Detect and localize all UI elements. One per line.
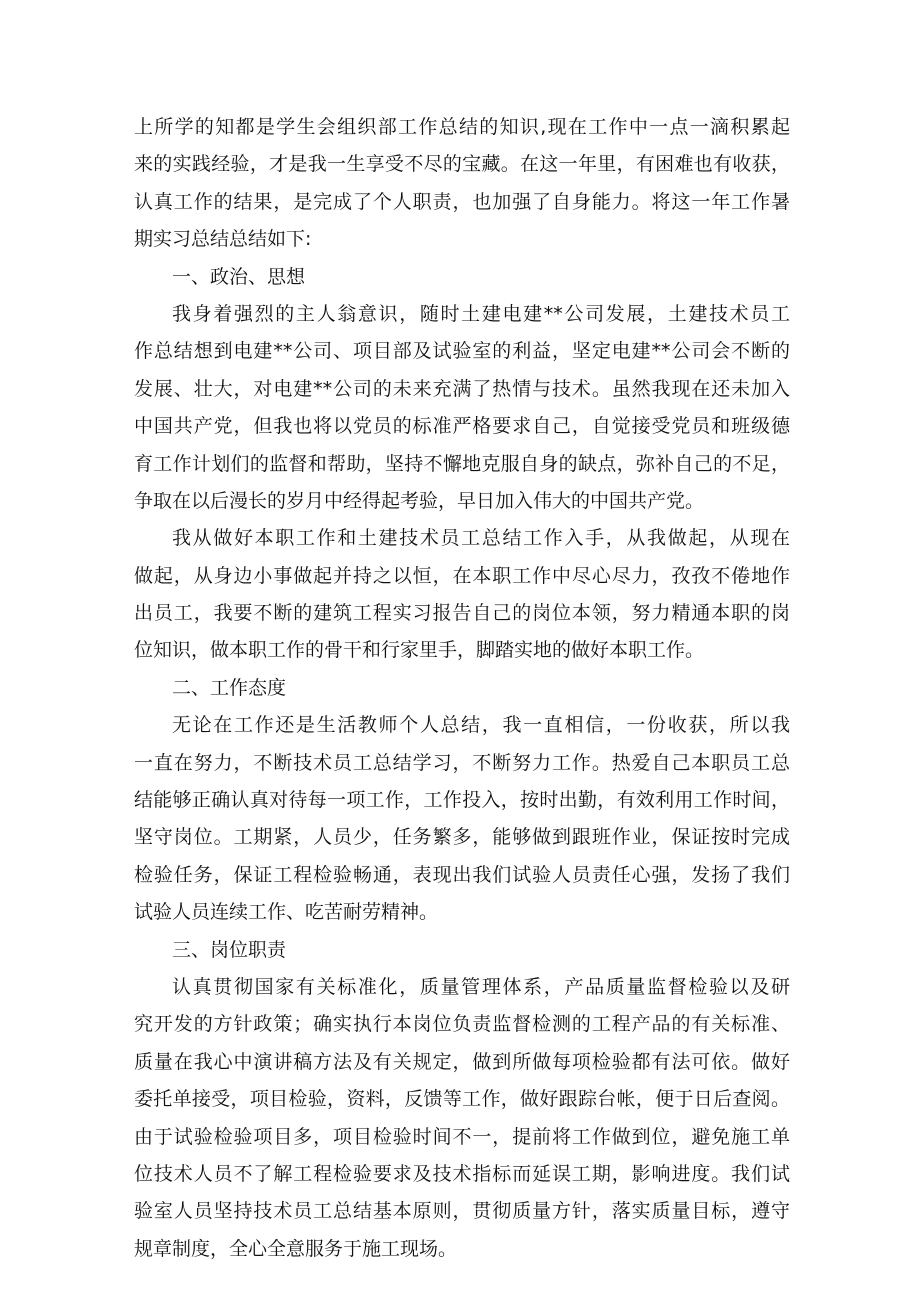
body-line: 认真贯彻国家有关标准化，质量管理体系，产品质量监督检验以及研 xyxy=(172,975,790,998)
body-line: 发展、壮大，对电建**公司的未来充满了热情与技术。虽然我现在还未加入 xyxy=(134,377,790,400)
body-line: 认真工作的结果，是完成了个人职责，也加强了自身能力。将这一年工作暑 xyxy=(134,190,790,213)
body-line: 试验人员连续工作、吃苦耐劳精神。 xyxy=(134,901,439,924)
body-line: 位技术人员不了解工程检验要求及技术指标而延误工期，影响进度。我们试 xyxy=(134,1162,790,1185)
body-line: 规章制度，全心全意服务于施工现场。 xyxy=(134,1237,458,1260)
body-line: 委托单接受，项目检验，资料，反馈等工作，做好跟踪台帐，便于日后查阅。 xyxy=(134,1088,790,1111)
body-line: 育工作计划们的监督和帮助，坚持不懈地克服自身的缺点，弥补自己的不足， xyxy=(134,452,790,475)
body-line: 验室人员坚持技术员工总结基本原则，贯彻质量方针，落实质量目标，遵守 xyxy=(134,1200,790,1223)
body-line: 来的实践经验，才是我一生享受不尽的宝藏。在这一年里，有困难也有收获， xyxy=(134,153,790,176)
body-line: 做起，从身边小事做起并持之以恒，在本职工作中尽心尽力，孜孜不倦地作 xyxy=(134,564,790,587)
body-line: 质量在我心中演讲稿方法及有关规定，做到所做每项检验都有法可依。做好 xyxy=(134,1050,790,1073)
body-line: 上所学的知都是学生会组织部工作总结的知识,现在工作中一点一滴积累起 xyxy=(134,116,790,138)
body-line: 我从做好本职工作和土建技术员工总结工作入手，从我做起，从现在 xyxy=(172,527,790,550)
body-line: 作总结想到电建**公司、项目部及试验室的利益，坚定电建**公司会不断的 xyxy=(134,340,790,363)
section-heading-duties: 三、岗位职责 xyxy=(172,938,287,961)
body-line: 究开发的方针政策；确实执行本岗位负责监督检测的工程产品的有关标准、 xyxy=(134,1013,790,1036)
body-line: 无论在工作还是生活教师个人总结，我一直相信，一份收获，所以我 xyxy=(172,714,790,737)
body-line: 争取在以后漫长的岁月中经得起考验，早日加入伟大的中国共产党。 xyxy=(134,489,705,512)
body-line: 期实习总结总结如下: xyxy=(134,228,312,251)
body-line: 检验任务，保证工程检验畅通，表现出我们试验人员责任心强，发扬了我们 xyxy=(134,863,790,886)
body-line: 位知识，做本职工作的骨干和行家里手，脚踏实地的做好本职工作。 xyxy=(134,639,705,662)
body-line: 中国共产党，但我也将以党员的标准严格要求自己，自觉接受党员和班级德 xyxy=(134,415,790,438)
body-line: 一直在努力，不断技术员工总结学习，不断努力工作。热爱自己本职员工总 xyxy=(134,751,790,774)
body-line: 我身着强烈的主人翁意识，随时土建电建**公司发展，土建技术员工 xyxy=(172,302,790,325)
section-heading-politics: 一、政治、思想 xyxy=(172,265,306,288)
body-line: 由于试验检验项目多，项目检验时间不一，提前将工作做到位，避免施工单 xyxy=(134,1125,790,1148)
section-heading-attitude: 二、工作态度 xyxy=(172,676,287,699)
body-line: 坚守岗位。工期紧，人员少，任务繁多，能够做到跟班作业，保证按时完成 xyxy=(134,826,790,849)
body-line: 结能够正确认真对待每一项工作，工作投入，按时出勤，有效利用工作时间， xyxy=(134,789,790,812)
document-body xyxy=(134,109,790,1268)
body-line: 出员工，我要不断的建筑工程实习报告自己的岗位本领，努力精通本职的岗 xyxy=(134,602,790,625)
